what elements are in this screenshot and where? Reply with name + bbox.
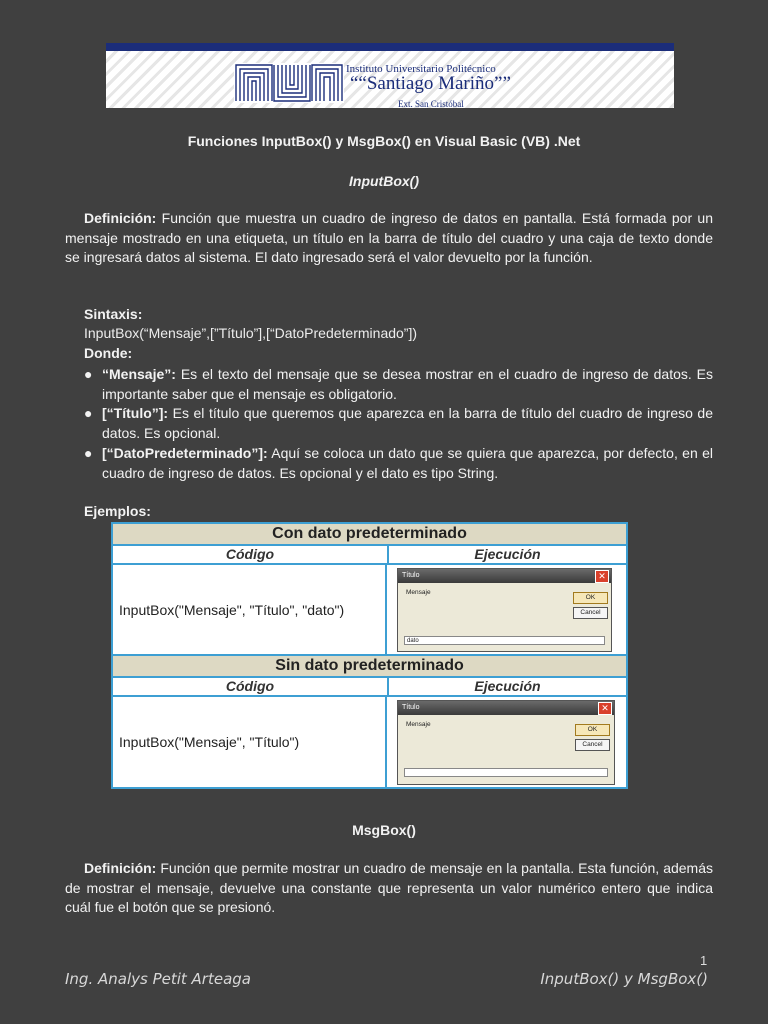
param-text: Es el título que queremos que aparezca en la barra de título del cuadro de ingreso de datos. Es opcional. — [102, 405, 713, 441]
examples-label: Ejemplos: — [84, 503, 151, 519]
table-header-row — [113, 678, 626, 697]
syntax-text: InputBox(“Mensaje”,[”Título”],[“DatoPredeterminado”]) — [84, 325, 418, 341]
inputbox-dialog — [397, 700, 615, 785]
footer-topic: InputBox() y MsgBox() — [540, 970, 708, 988]
table-row — [113, 565, 626, 656]
list-item — [84, 404, 713, 444]
dialog-input[interactable]: dato — [404, 636, 605, 645]
footer-author: Ing. Analys Petit Arteaga — [65, 970, 251, 988]
param-name: “Mensaje”: — [102, 366, 176, 382]
list-item — [84, 444, 713, 484]
execution-cell — [387, 565, 626, 654]
bullet-icon: ● — [84, 366, 93, 382]
execution-cell — [387, 697, 626, 787]
institution-extension: Ext. San Cristóbal — [398, 99, 464, 108]
page-number: 1 — [700, 953, 708, 968]
definition-text: Función que permite mostrar un cuadro de mensaje en la pantalla. Esta función, además de mostrar el mensaje, devuelve una constante que representa un valor numérico entero que indica cuál fue el botón que se presionó. — [65, 860, 713, 915]
param-name: [“Título”]: — [102, 405, 169, 421]
examples-table — [111, 522, 628, 789]
definition-text: Función que muestra un cuadro de ingreso de datos en pantalla. Está formada por un mensaje mostrado en una etiqueta, un título en la barra de título del cuadro y una caja de texto donde se ingresará datos al sistema. El dato ingresado será el valor devuelto por la función. — [65, 210, 713, 265]
bullet-icon: ● — [84, 405, 93, 421]
example-header: Con dato predeterminado — [113, 524, 626, 546]
dialog-message: Mensaje — [406, 589, 431, 596]
definition-label: Definición: — [84, 210, 157, 226]
example-header: Sin dato predeterminado — [113, 656, 626, 678]
column-execution: Ejecución — [474, 678, 541, 694]
inputbox-heading: InputBox() — [349, 173, 419, 189]
institution-banner — [106, 43, 674, 108]
syntax-label: Sintaxis: — [84, 306, 143, 322]
dialog-title: Título — [402, 572, 420, 579]
cancel-button[interactable]: Cancel — [573, 607, 608, 619]
table-row — [113, 697, 626, 787]
code-cell: InputBox("Mensaje", "Título") — [113, 697, 387, 787]
definition-label: Definición: — [84, 860, 157, 876]
column-execution: Ejecución — [474, 546, 541, 562]
column-code: Código — [113, 546, 389, 563]
param-text: Es el texto del mensaje que se desea mostrar en el cuadro de ingreso de datos. Es importante saber que el mensaje es obligatorio. — [102, 366, 713, 402]
dialog-titlebar — [398, 701, 614, 715]
cancel-button[interactable]: Cancel — [575, 739, 610, 751]
institution-logo-icon — [234, 63, 344, 103]
banner-top-bar — [106, 43, 674, 51]
ok-button[interactable]: OK — [575, 724, 610, 736]
document-title: Funciones InputBox() y MsgBox() en Visual Basic (VB) .Net — [187, 133, 581, 149]
close-icon[interactable]: ✕ — [598, 702, 612, 715]
dialog-title: Título — [402, 704, 420, 711]
dialog-input[interactable] — [404, 768, 608, 777]
list-item — [84, 365, 713, 405]
close-icon[interactable]: ✕ — [595, 570, 609, 583]
code-cell: InputBox("Mensaje", "Título", "dato") — [113, 565, 387, 654]
institution-name: ““Santiago Mariño”” — [350, 73, 511, 94]
dialog-message: Mensaje — [406, 721, 431, 728]
ok-button[interactable]: OK — [573, 592, 608, 604]
inputbox-dialog — [397, 568, 612, 652]
column-code: Código — [113, 678, 389, 695]
where-label: Donde: — [84, 345, 133, 361]
param-name: [“DatoPredeterminado”]: — [102, 445, 268, 461]
msgbox-heading: MsgBox() — [352, 822, 416, 838]
msgbox-definition — [65, 859, 713, 918]
param-text: Aquí se coloca un dato que se quiera que aparezca, por defecto, en el cuadro de ingreso de datos. Es opcional y el dato es tipo String. — [102, 445, 713, 481]
table-header-row — [113, 546, 626, 565]
institution-label: Instituto Universitario Politécnico — [346, 63, 496, 75]
bullet-icon: ● — [84, 445, 93, 461]
inputbox-definition — [65, 209, 713, 268]
dialog-titlebar — [398, 569, 611, 583]
